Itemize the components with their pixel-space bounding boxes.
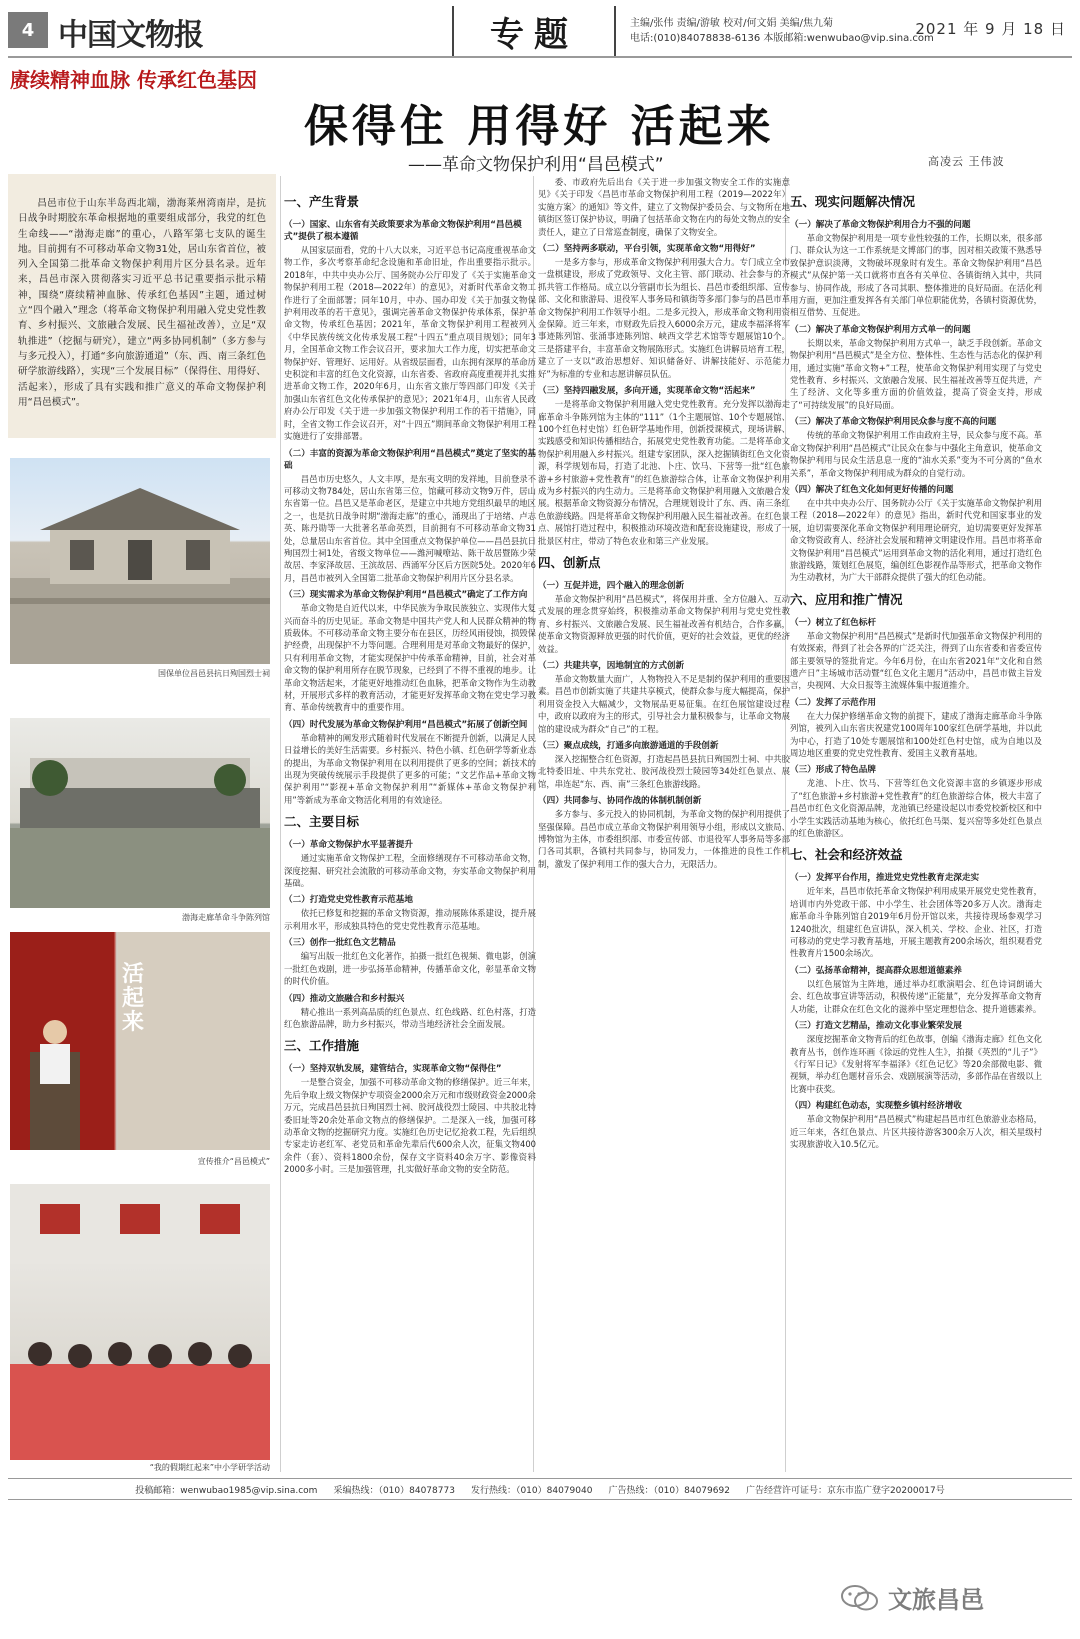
subsection-heading: （二）坚持两多联动，平台引领，实现革命文物“用得好”	[538, 244, 756, 255]
body-paragraph: 深度挖掘革命文物背后的红色故事，创编《渤海走廊》红色文化教育丛书，创作连环画《徐远的党性人生》，拍摄《英烈的“儿子”》《行军日记》《发射将军李福泽》《红色记忆》等20余部微电影、微视频，举办红色题材音乐会、戏剧展演等活动，多部作品在省级以上比赛中获奖。	[790, 1034, 1042, 1094]
subsection-heading: （一）解决了革命文物保护利用合力不强的问题	[790, 220, 971, 230]
subsection-heading: （一）坚持双轨发展，建管结合，实现革命文物“保得住”	[284, 1064, 502, 1075]
issue-date: 2021 年 9 月 18 日	[915, 20, 1066, 38]
body-paragraph: 革命文物保护利用是一项专业性较强的工作，长期以来，很多部门、群众认为这一工作系统是文博部门的事，因对相关政策不熟悉导致保护意识淡薄，文物破坏现象时有发生。革命文物保护利用“昌邑模式”从保护第一关口就将市直各有关单位、各镇街纳入其中，共同参与、协同作战，形成了各司其职、整体推进的良好局面。在活化利用方面，更加注重发挥各有关部门单位职能优势，各镇村资源优势，相互借势、互促进。	[790, 233, 1042, 318]
subsection-heading: （三）坚持四融发展，多向开通，实现革命文物“活起来”	[538, 386, 756, 397]
section-heading: 四、创新点	[538, 554, 601, 570]
body-paragraph: 精心推出一系列高品质的红色景点、红色线路、红色村落，打造红色旅游品牌，助力乡村振兴，带动当地经济社会全面发展。	[284, 1006, 536, 1029]
body-paragraph: 革命精神的阐发形式随着时代发展在不断提升创新，以满足人民日益增长的美好生活需要。乡村振兴、特色小镇、红色研学等新业态的提出，为革命文物保护利用在以利用提供了更多的空间；新技术的出现为突破传统展示手段提供了更多的可能；“文艺作品+革命文物保护利用”“影视+革命文物保护利用”“新媒体+革命文物保护利用”等新成为革命文物活化利用的有效途径。	[284, 732, 536, 805]
editors-line: 主编/张伟 责编/游敏 校对/何文娟 美编/焦九菊	[630, 18, 834, 29]
subsection-heading: （四）解决了红色文化如何更好传播的问题	[790, 484, 954, 495]
subsection-heading: （三）打造文艺精品，推动文化事业繁荣发展	[790, 1021, 962, 1032]
subsection-heading: （四）时代发展为革命文物保护利用“昌邑模式”拓展了创新空间	[284, 719, 528, 730]
body-paragraph: 一是多方参与，形成革命文物保护利用强大合力。专门成立全市一盘棋建设，形成了党政领导、文化主管、部门联动、社会参与的齐抓共管工作格局。成立以分管副市长为组长、昌邑市委组织部、宣传部、文化和旅游局、退役军人事务局和镇街等多部门参与的昌邑市革命文物保护利用工作领导小组。二是多元投入，形成革命文物利用资金保障。近三年来，市财政先后投入6000余万元，建成李福泽将军事迹陈列馆、张涌事迹陈列馆、峡西文学艺术馆等专题展馆10个。三是搭建平台，丰富革命文物展陈形式。实施红色讲解员培育工程，建立了一支以“政治思想好、知识储备好、讲解技能好、示范能力好”为标准的专业和志愿讲解员队伍。	[538, 257, 790, 379]
subsection-heading: （二）解决了革命文物保护利用方式单一的问题	[790, 324, 971, 335]
section-heading: 五、现实问题解决情况	[790, 194, 916, 209]
body-paragraph: 在大力保护修缮革命文物的前提下，建成了渤海走廊革命斗争陈列馆，被列入山东省庆祝建党100周年100家红色研学基地，并以此为中心，打造了10处专题展馆和100处红色村史馆，成为自地以及周边地区重要的党史党性教育、爱国主义教育基地。	[790, 710, 1042, 758]
article-column-1	[284, 186, 536, 1179]
page-number: 4	[8, 12, 48, 48]
subsection-heading: （一）革命文物保护水平显著提升	[284, 840, 413, 851]
body-paragraph: 深入挖掘整合红色资源，打造起昌邑县抗日殉国烈士祠、中共胶北特委旧址、中共东党社、胶河战役烈士陵园等34处红色景点、展馆，串连起“东、西、南”三条红色旅游线路。	[538, 754, 790, 789]
photo3-sign-text: 活起来	[122, 961, 145, 1035]
kicker-title: 赓续精神血脉 传承红色基因	[10, 68, 257, 92]
photo4-caption: “我的假期红起来”中小学研学活动	[149, 1463, 270, 1472]
body-paragraph: 编写出版一批红色文化著作，拍摄一批红色视频、微电影，创演一批红色戏剧，进一步弘扬革命精神，传播革命文化，彰显革命文物的时代价值。	[284, 951, 536, 987]
section-heading: 三、工作措施	[284, 1038, 360, 1054]
body-paragraph: 革命文物保护利用“昌邑模式”，将保用并重、全方位融入、互动式发展的理念贯穿始终，积极推动革命文物保护利用与党史党性教育、乡村振兴、文旅融合发展、民生福祉改善有机结合，合作多赢，使革命文物资源释放更强的时代价值，更好的社会效益，更优的经济效益。	[538, 593, 790, 654]
subsection-heading: （一）国家、山东省有关政策要求为革命文物保护利用“昌邑模式”提供了根本遵循	[284, 220, 522, 242]
body-paragraph: 龙池、卜庄、饮马、下营等红色文化资源丰富的乡镇逐步形成了“红色旅游+乡村旅游+党性教育”的红色旅游综合体，极大丰富了昌邑市红色文化资源品牌，龙池镇已经建设起以市委党校新校区和中小学生实践活动基地为核心，依托红色马渠、复兴窑等多处红色景点的红色旅游区。	[790, 778, 1042, 839]
subsection-heading: （一）互促并进，四个融入的理念创新	[538, 580, 685, 591]
authors: 高凌云 王伟波	[928, 155, 1005, 168]
body-paragraph: 长期以来，革命文物保护利用方式单一，缺乏手段创新。革命文物保护利用“昌邑模式”是全方位、整体性、生态性与活态化的保护利用，通过实施“革命文物+”工程，使革命文物保护利用实现了与党史党性教育、乡村振兴、文旅融合发展、民生福祉改善等互促共进，产生了经济、文化等多重方面的价值效益，提高了资金支持，形成了“可持续发展”的良好局面。	[790, 337, 1042, 410]
subsection-heading: （三）解决了革命文物保护利用民众参与度不高的问题	[790, 417, 997, 428]
subsection-heading: （四）共同参与、协同作战的体制机制创新	[538, 796, 702, 807]
subsection-heading: （三）聚点成线，打通多向旅游通道的手段创新	[538, 741, 719, 752]
body-paragraph: 在中共中央办公厅、国务院办公厅《关于实施革命文物保护利用工程（2018—2022年）的意见》指出，新时代党和国家事业的发展，迫切需要深化革命文物保护利用理论研究，迫切需要更好发挥革命文物资政育人、经济社会发展和精神文明建设作用。昌邑市将革命文物保护利用“昌邑模式”运用到革命文物的活化利用，通过打造红色旅游线路，策划红色展览，编创红色影视作品等形式，把革命文物作为生动教材，为广大干部群众提供了强大的红色动能。	[790, 497, 1042, 583]
column-divider	[280, 176, 281, 1472]
section-heading: 七、社会和经济效益	[790, 847, 903, 863]
subsection-heading: （二）弘扬革命精神，提高群众思想道德素养	[790, 965, 962, 976]
footer-ad-hotline: 广告热线：（010）84079692	[608, 1485, 730, 1496]
footer-bar	[8, 1478, 1072, 1500]
article-column-2	[538, 176, 790, 873]
masthead	[8, 6, 1072, 58]
lead-text: 昌邑市位于山东半岛西北端，渤海莱州湾南岸，是抗日战争时期胶东革命根据地的重要组成部分，我党的红色生命线——“渤海走廊”的重心，八路军第七支队的诞生地。目前拥有不可移动革命文物31处，居山东省首位，被列入全国第二批革命文物保护利用片区分县名录。近年来，昌邑市深入贯彻落实习近平总书记重要指示批示精神，围绕“赓续精神血脉、传承红色基因”主题，通过树立“四个融入”理念（将革命文物保护利用融入党史党性教育、乡村振兴、文旅融合发展、民生福祉改善），立足“双轨推进”（挖掘与研究），建立“两多协同机制”（多方参与与多元投入），打通“多向旅游通道”（东、西、南三条红色研学旅游线路），实现“三个发展目标”（保得住、用得好、活起来），形成了具有实践和推广意义的革命文物保护利用“昌邑模式”。	[18, 198, 266, 408]
watermark-text: 文旅昌邑	[888, 1586, 984, 1614]
subsection-heading: （四）构建红色动态，实现整乡镇村经济增收	[790, 1101, 962, 1112]
photo-promotion-event	[10, 932, 270, 1150]
body-paragraph: 委、市政府先后出台《关于进一步加强文物安全工作的实施意见》《关于印发〈昌邑市革命文物保护利用工程（2019—2022年）实施方案〉的通知》等文件，建立了文物保护委员会、与文物所在地镇街区签订保护协议，明确了包括革命文物在内的每处文物点的安全责任人，建立了日常巡查制度，确保了文物安全。	[538, 177, 790, 237]
footer-distribution-hotline: 发行热线：（010）84079040	[470, 1485, 593, 1496]
subsection-heading: （二）丰富的资源为革命文物保护利用“昌邑模式”奠定了坚实的基础	[284, 448, 536, 471]
subsection-heading: （四）推动文旅融合和乡村振兴	[284, 993, 405, 1004]
photo2-caption: 渤海走廊革命斗争陈列馆	[182, 913, 270, 922]
body-paragraph: 革命文物是自近代以来，中华民族为争取民族独立、实现伟大复兴而奋斗的历史见证。革命文物是中国共产党人和人民群众精神的物质载体。不可移动革命文物主要分布在县区，历经风雨侵蚀，损毁保护经费，出现保护不力等问题。合理利用是对革命文物最好的保护，只有利用革命文物，才能实现保护中传承革命精神，目前，社会对革命文物的保护利用所存在脱节现象，已经到了不得不重视的地步。让革命文物活起来，才能更好地推动红色血脉，把革命文物作为生动教材，开展形式多样的教育活动，才能更好发挥革命文物在党史学习教育、革命传统教育中的重要作用。	[284, 603, 536, 713]
photo-martyrs-shrine	[10, 458, 270, 664]
photo3-caption: 宣传推介“昌邑模式”	[197, 1157, 270, 1166]
subsection-heading: （二）发挥了示范作用	[790, 697, 876, 708]
photo-student-activity	[10, 1184, 270, 1460]
subsection-heading: （三）创作一批红色文艺精品	[284, 938, 396, 949]
subsection-heading: （一）树立了红色标杆	[790, 617, 876, 628]
headline: 保得住 用得好 活起来	[304, 101, 775, 152]
body-paragraph: 一是整合资金，加强不可移动革命文物的修缮保护。近三年来，先后争取上级文物保护专项资金2000余万元和市级财政资金2000余万元，完成昌邑县抗日殉国烈士祠、胶河战役烈士陵园、中共胶北特委旧址等20余处革命文物点的修缮保护。二是深入一线，加强可移动革命文物的挖掘研究力度。实施红色历史记忆抢救工程，先后组织专家走访老红军、老党员和革命先辈后代600余人次，征集文物400余件（套）、资料1800余份，保存文字资料40余万字、影像资料2000多小时。三是加强管理，扎实做好革命文物的安全防范。	[284, 1077, 536, 1175]
body-paragraph: 依托已修复和挖掘的革命文物资源，推动展陈体系建设，提升展示利用水平，形成独具特色的党史党性教育示范基地。	[284, 908, 536, 931]
body-paragraph: 革命文物保护利用“昌邑模式”构建起昌邑市红色旅游业态格局，近三年来，各红色景点、片区共接待游客300余万人次，相关星级村实现旅游收入10.5亿元。	[790, 1114, 1042, 1149]
body-paragraph: 一是将革命文物保护利用融入党史党性教育。充分发挥以渤海走廊革命斗争陈列馆为主体的“111”（1个主题展馆、10个专题展馆、100个红色村史馆）红色研学基地作用，创新授课模式，现场讲解、实践感受和知识传播相结合，拓展党史党性教育功能。二是将革命文物保护利用融入乡村振兴。组建专家团队，深入挖掘镇街红色文化资源，科学规划布局，打造了北池、卜庄、饮马、下营等一批“红色旅游+乡村旅游+党性教育”的红色旅游综合体，让革命文物保护利用成为乡村振兴的内生动力。三是将革命文物保护利用融入文旅融合发展。根据革命文物资源分布情况，合理规划设计了东、西、南三条红色旅游线路。四是将革命文物保护利用融入民生福祉改善。在红色景点、展馆打造过程中，积极推动环境改造和配套设施建设，形成了一批景区村庄，带动了特色农业和第三产业发展。	[538, 399, 790, 546]
footer-ad-license: 广告经营许可证号：京东市监广登字20200017号	[745, 1485, 945, 1496]
section-heading: 一、产生背景	[284, 194, 360, 209]
subsection-heading: （二）打造党史党性教育示范基地	[284, 895, 413, 906]
wechat-icon	[840, 1584, 880, 1612]
watermark	[840, 1580, 984, 1615]
building-illustration	[10, 458, 270, 664]
subsection-heading: （三）现实需求为革命文物保护利用“昌邑模式”确定了工作方向	[284, 590, 528, 601]
section-heading: 二、主要目标	[284, 814, 360, 830]
footer-news-hotline: 采编热线：（010）84078773	[333, 1485, 455, 1496]
body-paragraph: 革命文物数量大面广，人物物投入不足是制约保护利用的重要因素。昌邑市创新实施了共建共享模式，使群众参与度大幅提高，保护利用资金投入大幅减少，文物展品更易征集。在红色展馆建设过程中，政府以政府为主的形式，引导社会力量积极参与，让革命文物展馆的建设成为群众“自己”的工程。	[538, 674, 790, 734]
paper-name: 中国文物报	[58, 18, 203, 53]
footer-email: 投稿邮箱：wenwubao1985@vip.sina.com	[135, 1485, 318, 1496]
body-paragraph: 革命文物保护利用“昌邑模式”是新时代加强革命文物保护利用的有效探索，得到了社会各界的广泛关注，得到了山东省委和省委宣传部主要领导的签批肯定。今年6月份，在山东省2021年“文化和自然遗产日”主场城市活动暨“红色文化主题月”活动中，昌邑市做主旨发言，央视网、大众日报等主流媒体集中报道推介。	[790, 630, 1042, 691]
body-paragraph: 昌邑市历史悠久，人文丰厚，是东夷文明的发祥地，目前登录不可移动文物784处，居山东省第三位，馆藏可移动文物9万件，居山东省第一位。昌邑又是革命老区，是建立中共地方党组织最早的地区之一，也是抗日战争时期“渤海走廊”的重心，涌现出了于培绪、卢志英、陈丹勋等一大批著名革命英烈，目前拥有不可移动革命文物31处，总量居山东省首位。其中全国重点文物保护单位——昌邑县抗日殉国烈士祠1处，省级文物单位——潍河喊嘹站、陈干故居暨陈少荣故居、李家泽故居、王滨故居、西涌军分区后方医院5处。2020年6月，昌邑市被列入全国第二批革命文物保护利用片区分县名录。	[284, 473, 536, 583]
photo1-caption: 国保单位昌邑县抗日殉国烈士祠	[158, 669, 270, 678]
subsection-heading: （三）形成了特色品牌	[790, 765, 876, 776]
body-paragraph: 通过实施革命文物保护工程，全面修缮现存不可移动革命文物，深度挖掘、研究社会流散的可移动革命文物，夯实革命文物保护利用基础。	[284, 853, 536, 889]
photo-exhibition-hall	[10, 718, 270, 908]
subsection-heading: （二）共建共享，因地制宜的方式创新	[538, 661, 685, 671]
subsection-heading: （一）发挥平台作用，推进党史党性教育走深走实	[790, 873, 980, 884]
hall-illustration	[10, 718, 270, 908]
subheadline: ——革命文物保护利用“昌邑模式”	[408, 155, 664, 175]
body-paragraph: 以红色展馆为主阵地，通过举办红歌演唱会、红色诗词朗诵大会、红色故事宣讲等活动，积极传递“正能量”，充分发挥革命文物育人功能，让群众在红色文化的滋养中坚定理想信念、提升道德素养。	[790, 978, 1042, 1014]
article-column-3	[790, 186, 1042, 1153]
body-paragraph: 从国家层面看，党的十八大以来，习近平总书记高度重视革命文物工作，多次考察革命纪念设施和革命旧址，作出重要指示批示。2018年，中共中央办公厅、国务院办公厅印发了《关于实施革命文物保护利用工程（2018—2022年）的意见》，对新时代革命文物工作进行了全面部署；同年10月，中办、国办印发《关于加强文物保护利用改革的若干意见》，强调完善革命文物保护传承体系，保护革命文物，传承红色基因；2021年，革命文物保护利用工程被列入《中华民族传统文化传承发展工程“十四五”重点项目规划》；同年3月，全国革命文物工作会议召开，要求加大工作力度，切实把革命文物保护好、管理好、运用好。从省级层面看，山东拥有深厚的革命历史积淀和丰富的红色文化资源，山东省委、省政府高度重视并扎实推进革命文物工作，2020年6月，山东省文旅厅等四部门印发《关于加强山东省红色文化传承保护的意见》；2021年4月，山东省人民政府办公厅印发《关于进一步加强文物保护利用工作的若干措施》，同时，全省文物工作会议召开，对“十四五”期间革命文物保护利用工程实施进行了安排部署。	[284, 245, 536, 442]
contact-line: 电话:(010)84078838-6136 本版邮箱:wenwubao@vip.sina.com	[630, 33, 934, 44]
body-paragraph: 近年来，昌邑市依托革命文物保护利用成果开展党史党性教育，培训市内外党政干部、中小学生、社会团体等20多万人次。渤海走廊革命斗争陈列馆自2019年6月份开馆以来，共接待现场参观学习1240批次，组建红色宣讲队，深入机关、学校、企业、社区，打造可移动的党史学习教育基地，开展主题教育200余场次，组织观看党性教育片1500余场次。	[790, 886, 1042, 959]
lead-box	[8, 174, 276, 438]
section-title: 专题	[452, 6, 616, 56]
students-illustration	[10, 1184, 270, 1460]
body-paragraph: 多方参与、多元投入的协同机制，为革命文物的保护利用提供了坚强保障。昌邑市成立革命文物保护利用领导小组，形成以文旅局、博物馆为主体，市委组织部、市委宣传部、市退役军人事务局等多部门各司其职，各镇村共同参与，协同发力，一体推进的良性工作机制，激发了保护利用工作的强大合力，无限活力。	[538, 809, 790, 869]
editors-info	[630, 16, 934, 46]
body-paragraph: 传统的革命文物保护利用工作由政府主导，民众参与度不高。革命文物保护利用“昌邑模式”让民众在参与中强化主角意识，使革命文物保护利用与民众生活息息一度的“油水关系”变为不可分离的“鱼水关系”，革命文物保护利用成为群众的自觉行动。	[790, 430, 1042, 478]
section-heading: 六、应用和推广情况	[790, 591, 903, 607]
